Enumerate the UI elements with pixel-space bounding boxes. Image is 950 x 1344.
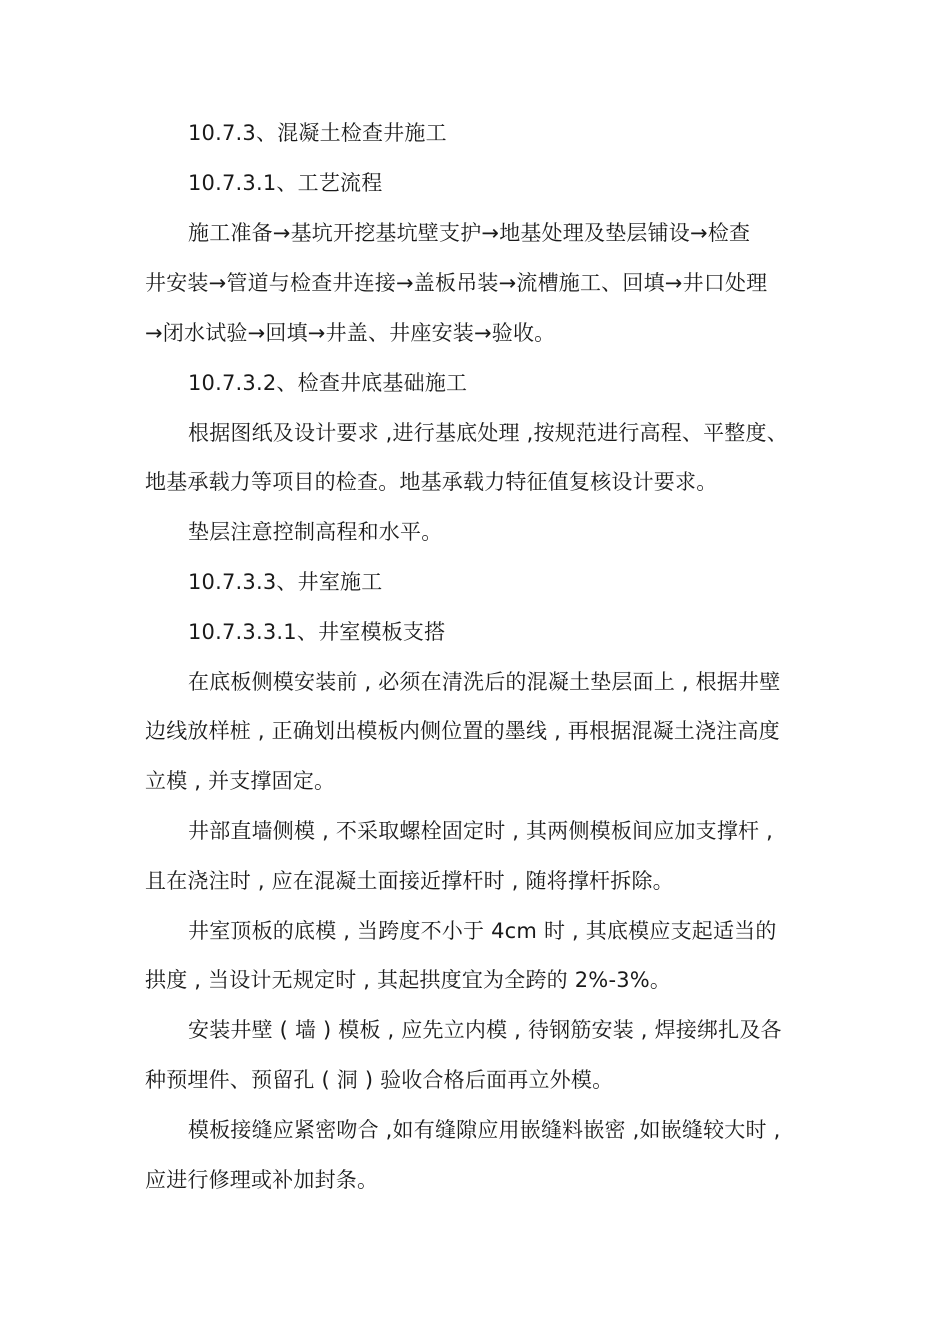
heading-10-7-3-3: 10.7.3.3、井室施工: [188, 570, 383, 594]
paragraph-line: 井安装→管道与检查井连接→盖板吊装→流槽施工、回填→井口处理: [145, 271, 768, 295]
heading-10-7-3-3-1: 10.7.3.3.1、井室模板支搭: [188, 620, 446, 644]
paragraph-line: 种预埋件、预留孔 ( 洞 ) 验收合格后面再立外模。: [145, 1068, 614, 1092]
paragraph-line: 且在浇注时 , 应在混凝土面接近撑杆时 , 随将撑杆拆除。: [145, 869, 674, 893]
paragraph-line: 垫层注意控制高程和水平。: [188, 520, 443, 544]
paragraph-line: 模板接缝应紧密吻合 ,如有缝隙应用嵌缝料嵌密 ,如嵌缝较大时 ,: [188, 1118, 781, 1142]
heading-10-7-3: 10.7.3、混凝土检查井施工: [188, 121, 447, 145]
heading-10-7-3-2: 10.7.3.2、检查井底基础施工: [188, 371, 468, 395]
paragraph-line: 施工准备→基坑开挖基坑壁支护→地基处理及垫层铺设→检查: [188, 221, 751, 245]
paragraph-line: 井部直墙侧模 , 不采取螺栓固定时 , 其两侧模板间应加支撑杆 ,: [188, 819, 773, 843]
paragraph-line: 在底板侧模安装前 , 必须在清洗后的混凝土垫层面上 , 根据井壁: [188, 670, 781, 694]
paragraph-line: 立模 , 并支撑固定。: [145, 769, 336, 793]
paragraph-line: 应进行修理或补加封条。: [145, 1168, 379, 1192]
paragraph-line: →闭水试验→回填→井盖、井座安装→验收。: [145, 321, 556, 345]
paragraph-line: 地基承载力等项目的检查。地基承载力特征值复核设计要求。: [145, 470, 718, 494]
heading-10-7-3-1: 10.7.3.1、工艺流程: [188, 171, 383, 195]
paragraph-line: 拱度 , 当设计无规定时 , 其起拱度宜为全跨的 2%-3%。: [145, 968, 672, 992]
paragraph-line: 根据图纸及设计要求 ,进行基底处理 ,按规范进行高程、平整度、: [188, 421, 788, 445]
paragraph-line: 井室顶板的底模 , 当跨度不小于 4cm 时 , 其底模应支起适当的: [188, 919, 777, 943]
paragraph-line: 边线放样桩 , 正确划出模板内侧位置的墨线 , 再根据混凝土浇注高度: [145, 719, 780, 743]
paragraph-line: 安装井壁 ( 墙 ) 模板 , 应先立内模 , 待钢筋安装 , 焊接绑扎及各: [188, 1018, 782, 1042]
